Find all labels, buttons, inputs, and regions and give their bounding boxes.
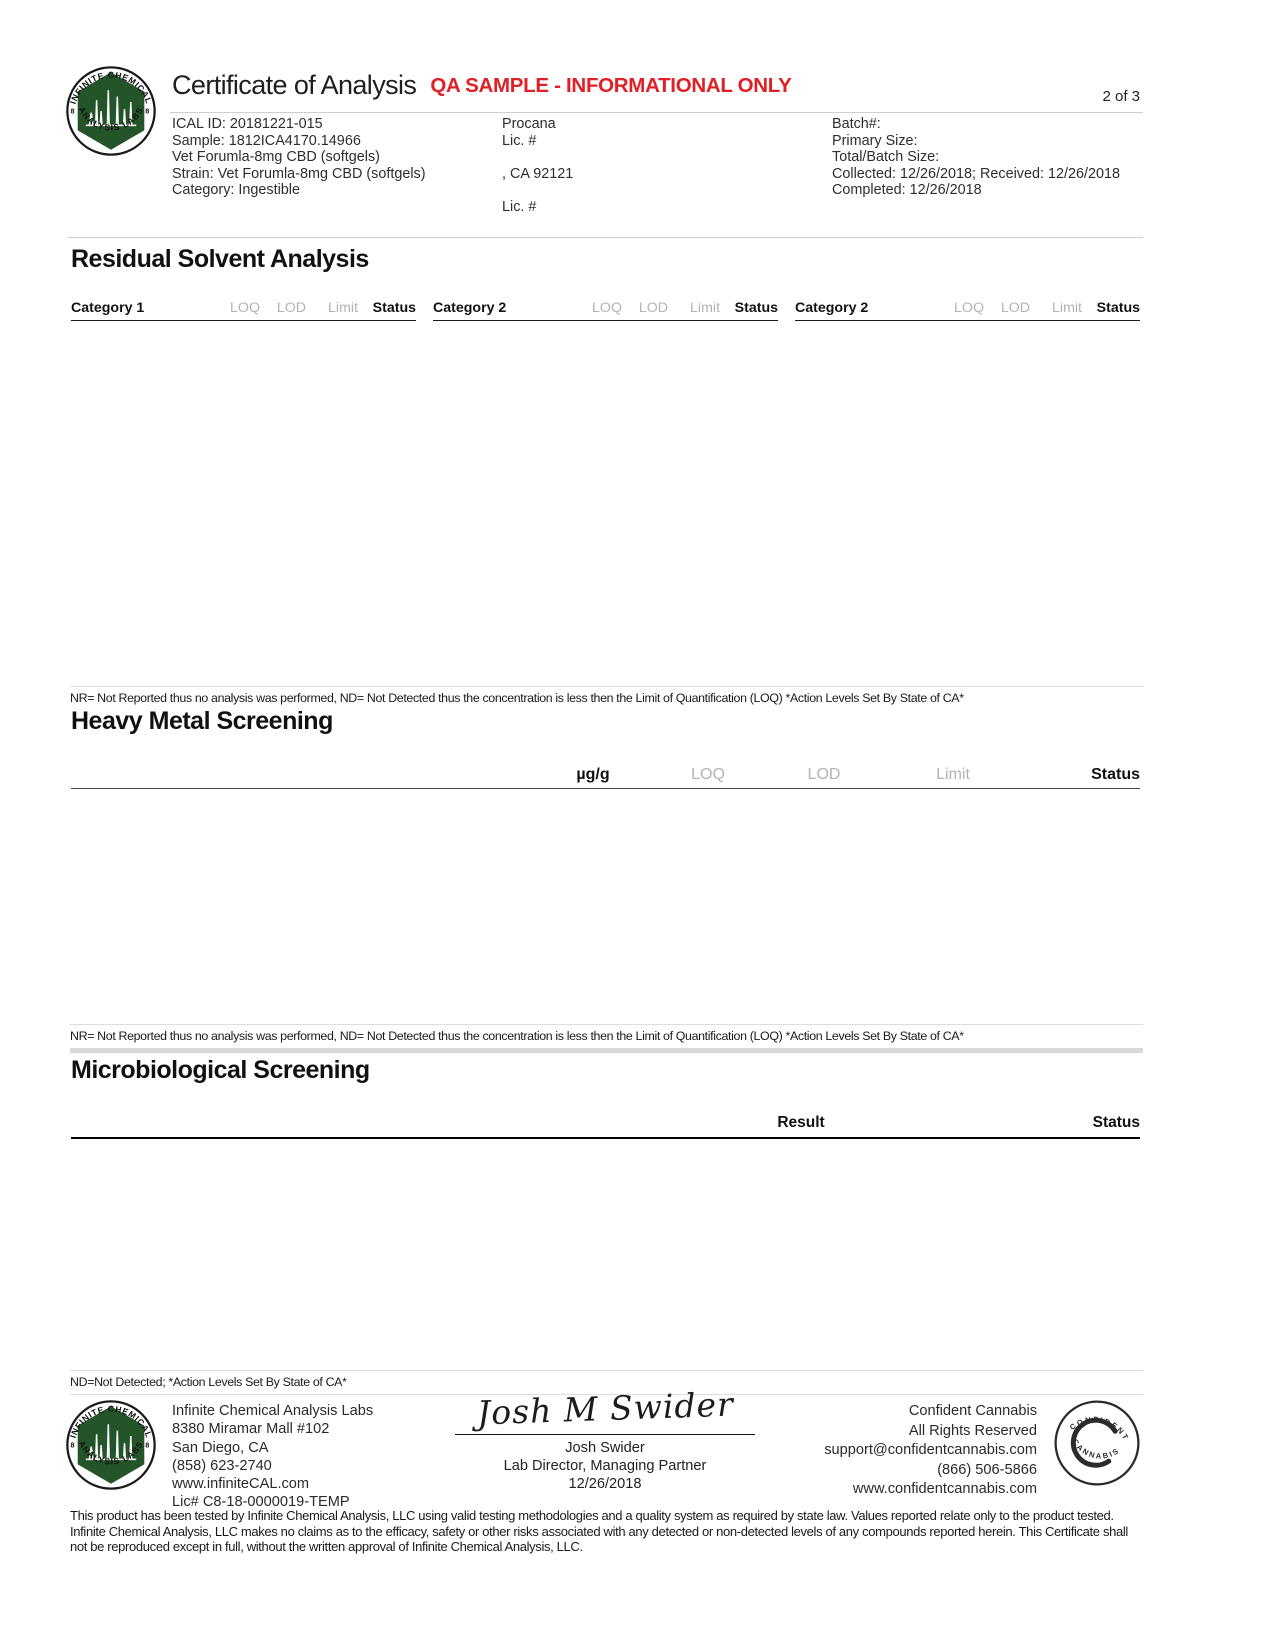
- collected-received-dates: Collected: 12/26/2018; Received: 12/26/2018: [832, 165, 1121, 182]
- lab-address: 8380 Miramar Mall #102: [172, 1421, 330, 1438]
- lab-name: Infinite Chemical Analysis Labs: [172, 1403, 374, 1419]
- client-name: Procana: [502, 116, 556, 132]
- logo-bottom-text: ANALYSIS LABS: [76, 1439, 146, 1467]
- heavy-metal-section-title: Heavy Metal Screening: [71, 707, 333, 735]
- heavy-metal-table-header: [71, 763, 1140, 789]
- title-divider: [170, 112, 1143, 113]
- signature-script: Josh M Swider: [475, 1384, 735, 1433]
- column-result: Result: [777, 1114, 825, 1131]
- column-status: Status: [1096, 300, 1140, 316]
- lab-phone: (858) 623-2740: [172, 1457, 272, 1474]
- column-status: Status: [734, 300, 778, 316]
- column-loq: LOQ: [592, 300, 622, 316]
- confident-cannabis-phone: (866) 506-5866: [937, 1461, 1037, 1478]
- client-license: Lic. #: [502, 132, 537, 149]
- column-category-2: Category 2: [433, 300, 507, 316]
- seal-top-text: CONFIDENT: [1067, 1414, 1132, 1443]
- microbiological-table-header: [71, 1110, 1140, 1139]
- logo-bottom-text: ANALYSIS LABS: [76, 105, 146, 133]
- signer-name: Josh Swider: [565, 1440, 645, 1456]
- page-title: Certificate of Analysis: [172, 70, 417, 100]
- signature-date: 12/26/2018: [568, 1476, 642, 1492]
- sample-info-column: [172, 116, 502, 216]
- column-limit: Limit: [1052, 300, 1082, 316]
- infinite-chemical-logo-icon: [66, 1400, 156, 1490]
- batch-number: Batch#:: [832, 116, 881, 132]
- confident-cannabis-rights: All Rights Reserved: [908, 1422, 1037, 1439]
- microbiological-footnote: ND=Not Detected; *Action Levels Set By State of CA*: [70, 1370, 1143, 1395]
- total-batch-size: Total/Batch Size:: [832, 149, 940, 166]
- page-number: 2 of 3: [1102, 88, 1140, 105]
- client-blank-line: [502, 182, 832, 199]
- column-status: Status: [1092, 1114, 1140, 1131]
- qa-sample-notice: QA SAMPLE - INFORMATIONAL ONLY: [430, 74, 792, 97]
- residual-header-group-2: [433, 300, 778, 321]
- lab-contact-block: [172, 1402, 373, 1512]
- column-limit: Limit: [690, 300, 720, 316]
- microbiological-section-title: Microbiological Screening: [71, 1056, 370, 1084]
- logo-side-glyph-right: 8: [145, 1440, 150, 1450]
- column-lod: LOD: [807, 766, 841, 783]
- lab-license: Lic# C8-18-0000019-TEMP: [172, 1494, 350, 1511]
- client-license-2: Lic. #: [502, 198, 537, 215]
- lab-website: www.infiniteCAL.com: [172, 1476, 310, 1493]
- infinite-chemical-logo-icon: [66, 66, 156, 156]
- sample-id: Sample: 1812ICA4170.14966: [172, 132, 361, 149]
- client-info-column: [502, 116, 832, 216]
- logo-top-text: INFINITE CHEMICAL: [67, 1403, 155, 1440]
- batch-info-column: [832, 116, 1162, 216]
- primary-size: Primary Size:: [832, 132, 918, 149]
- legal-disclaimer: This product has been tested by Infinite Chemical Analysis, LLC using valid testing methodologies and a quality system as required by state law. Values reported relate only to the product tested. Infinite Chemical Analysis, LLC makes no claims as to the efficacy, safety or other risks associated with any detected or non-detected levels of any compounds reported herein. This Certificate shall not be reproduced except in full, without the written approval of Infinite Chemical Analysis, LLC.: [70, 1508, 1128, 1555]
- logo-top-text: INFINITE CHEMICAL: [67, 69, 155, 106]
- residual-solvent-table-header: [71, 300, 1140, 321]
- confident-cannabis-website: www.confidentcannabis.com: [852, 1481, 1037, 1498]
- residual-header-group-1: [71, 300, 416, 321]
- column-status: Status: [372, 300, 416, 316]
- column-status: Status: [1091, 766, 1140, 783]
- residual-solvent-footnote: NR= Not Reported thus no analysis was performed, ND= Not Detected thus the concentration is less then the Limit of Quantification (LOQ) *Action Levels Set By State of CA*: [70, 686, 1143, 705]
- logo-side-glyph-left: 8: [70, 106, 75, 116]
- column-category-1: Category 1: [71, 300, 145, 316]
- column-loq: LOQ: [954, 300, 984, 316]
- sample-info-columns: [172, 116, 1140, 216]
- logo-side-glyph-right: 8: [145, 106, 150, 116]
- seal-bottom-text: CANNABIS: [1070, 1437, 1122, 1461]
- category: Category: Ingestible: [172, 182, 300, 199]
- lab-city: San Diego, CA: [172, 1439, 269, 1456]
- column-lod: LOD: [638, 300, 668, 316]
- column-ug-per-g: µg/g: [576, 766, 610, 783]
- logo-side-glyph-left: 8: [70, 1440, 75, 1450]
- strain: Strain: Vet Forumla-8mg CBD (softgels): [172, 165, 426, 182]
- confident-cannabis-block: [727, 1402, 1037, 1500]
- column-lod: LOD: [1000, 300, 1030, 316]
- ical-id: ICAL ID: 20181221-015: [172, 116, 323, 132]
- header-title-row: [172, 70, 1140, 101]
- column-loq: LOQ: [230, 300, 260, 316]
- residual-header-group-3: [795, 300, 1140, 321]
- sample-name: Vet Forumla-8mg CBD (softgels): [172, 149, 380, 166]
- column-category-2: Category 2: [795, 300, 869, 316]
- column-loq: LOQ: [691, 766, 725, 783]
- column-lod: LOD: [276, 300, 306, 316]
- header-divider: [68, 237, 1143, 238]
- signer-title: Lab Director, Managing Partner: [503, 1458, 707, 1474]
- residual-solvent-section-title: Residual Solvent Analysis: [71, 245, 369, 273]
- confident-cannabis-email: support@confidentcannabis.com: [824, 1442, 1037, 1459]
- client-blank-line: [502, 149, 832, 166]
- column-limit: Limit: [936, 766, 970, 783]
- confident-cannabis-name: Confident Cannabis: [908, 1403, 1037, 1419]
- confident-cannabis-seal-icon: [1052, 1398, 1142, 1488]
- completed-date: Completed: 12/26/2018: [832, 182, 982, 199]
- client-city-state: , CA 92121: [502, 165, 574, 182]
- heavy-metal-footnote: NR= Not Reported thus no analysis was performed, ND= Not Detected thus the concentration is less then the Limit of Quantification (LOQ) *Action Levels Set By State of CA*: [70, 1024, 1143, 1053]
- column-limit: Limit: [328, 300, 358, 316]
